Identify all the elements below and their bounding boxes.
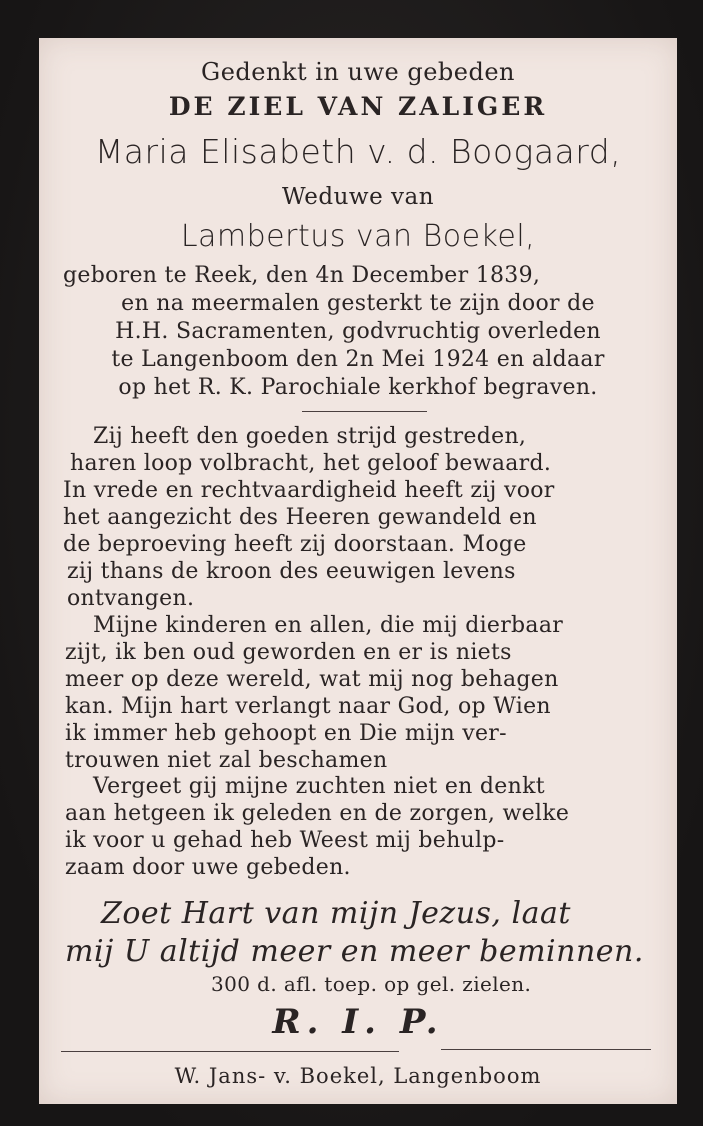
paragraph1-line: zij thans de kroon des eeuwigen levens <box>67 559 516 584</box>
spouse-name: Lambertus van Boekel, <box>180 219 536 254</box>
paragraph2-line: meer op deze wereld, wat mij nog behagen <box>65 667 559 692</box>
rip-text: R. I. P. <box>272 1002 444 1042</box>
paragraph1-line: de beproeving heeft zij doorstaan. Moge <box>63 532 527 557</box>
printer-credit: W. Jans- v. Boekel, Langenboom <box>174 1064 542 1088</box>
bio-line: H.H. Sacramenten, godvruchtig overleden <box>115 319 601 344</box>
indulgence-note: 300 d. afl. toep. op gel. zielen. <box>211 972 532 996</box>
memorial-card <box>39 38 677 1104</box>
soul-heading: DE ZIEL VAN ZALIGER <box>168 92 548 121</box>
bio-text: geboren te Reek, den 4n December 1839, <box>63 263 541 288</box>
bio-line: op het R. K. Parochiale kerkhof begraven. <box>118 375 598 400</box>
paragraph3-line: zaam door uwe gebeden. <box>65 855 351 880</box>
paragraph3-line: ik voor u gehad heb Weest mij behulp- <box>65 828 505 853</box>
widow-of-label: Weduwe van <box>281 184 435 210</box>
paragraph3-line: Vergeet gij mijne zuchten niet en denkt <box>93 774 545 799</box>
paragraph2-line: Mijne kinderen en allen, die mij dierbaar <box>93 613 564 638</box>
paragraph1-line: ontvangen. <box>67 586 195 611</box>
footer-rule-left <box>61 1051 399 1052</box>
footer-rule-right <box>441 1049 651 1050</box>
paragraph2-line: zijt, ik ben oud geworden en er is niets <box>65 640 512 665</box>
paragraph1-line: het aangezicht des Heeren gewandeld en <box>63 505 537 530</box>
paragraph2-line: ik immer heb gehoopt en Die mijn ver- <box>65 721 507 746</box>
bio-line: en na meermalen gesterkt te zijn door de <box>121 291 595 316</box>
invocation-line: mij U altijd meer en meer beminnen. <box>65 934 644 969</box>
paragraph1-line: haren loop volbracht, het geloof bewaard. <box>70 451 552 476</box>
invocation-line: Zoet Hart van mijn Jezus, laat <box>101 896 571 931</box>
remembrance-heading: Gedenkt in uwe gebeden <box>201 58 515 86</box>
deceased-name: Maria Elisabeth v. d. Boogaard, <box>94 132 622 171</box>
bio-line: te Langenboom den 2n Mei 1924 en aldaar <box>111 347 605 372</box>
paragraph2-line: kan. Mijn hart verlangt naar God, op Wien <box>65 694 551 719</box>
paragraph3-line: aan hetgeen ik geleden en de zorgen, welke <box>65 801 570 826</box>
bio-line <box>63 263 653 288</box>
paragraph2-line: trouwen niet zal beschamen <box>65 748 388 773</box>
paragraph1-line: In vrede en rechtvaardigheid heeft zij voor <box>63 478 555 503</box>
paragraph1-line: Zij heeft den goeden strijd gestreden, <box>93 424 527 449</box>
section-divider <box>302 411 427 412</box>
